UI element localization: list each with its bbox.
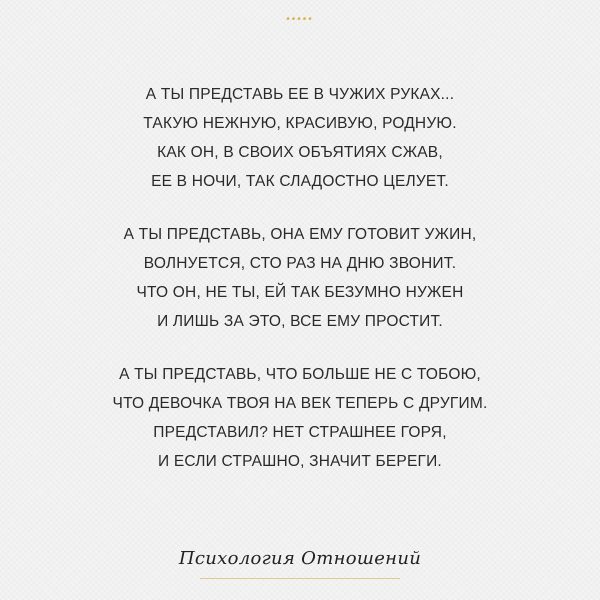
signature-underline xyxy=(200,578,400,579)
poem-line: ПРЕДСТАВИЛ? НЕТ СТРАШНЕЕ ГОРЯ, xyxy=(153,424,447,441)
decorative-dots: ••••• xyxy=(286,14,314,25)
poem-line: А ТЫ ПРЕДСТАВЬ ЕЕ В ЧУЖИХ РУКАХ... xyxy=(145,86,455,103)
poem-line: КАК ОН, В СВОИХ ОБЪЯТИЯХ СЖАВ, xyxy=(157,144,443,161)
poem-line: ВОЛНУЕТСЯ, СТО РАЗ НА ДНЮ ЗВОНИТ. xyxy=(143,255,457,272)
poem-line: А ТЫ ПРЕДСТАВЬ, ОНА ЕМУ ГОТОВИТ УЖИН, xyxy=(123,226,477,243)
stanza-1 xyxy=(0,80,600,196)
poem-line: А ТЫ ПРЕДСТАВЬ, ЧТО БОЛЬШЕ НЕ С ТОБОЮ, xyxy=(119,366,481,383)
poem-line: И ЕСЛИ СТРАШНО, ЗНАЧИТ БЕРЕГИ. xyxy=(158,453,442,470)
poem-line: ЧТО ДЕВОЧКА ТВОЯ НА ВЕК ТЕПЕРЬ С ДРУГИМ. xyxy=(112,395,488,412)
poem xyxy=(0,80,600,500)
poem-line: И ЛИШЬ ЗА ЭТО, ВСЕ ЕМУ ПРОСТИТ. xyxy=(157,313,443,330)
poem-line: ЕЕ В НОЧИ, ТАК СЛАДОСТНО ЦЕЛУЕТ. xyxy=(151,173,449,190)
signature-logo: Психология Отношений xyxy=(178,548,422,569)
stanza-3 xyxy=(0,360,600,476)
stanza-2 xyxy=(0,220,600,336)
poem-line: ТАКУЮ НЕЖНУЮ, КРАСИВУЮ, РОДНУЮ. xyxy=(143,115,457,132)
poem-line: ЧТО ОН, НЕ ТЫ, ЕЙ ТАК БЕЗУМНО НУЖЕН xyxy=(136,284,464,301)
